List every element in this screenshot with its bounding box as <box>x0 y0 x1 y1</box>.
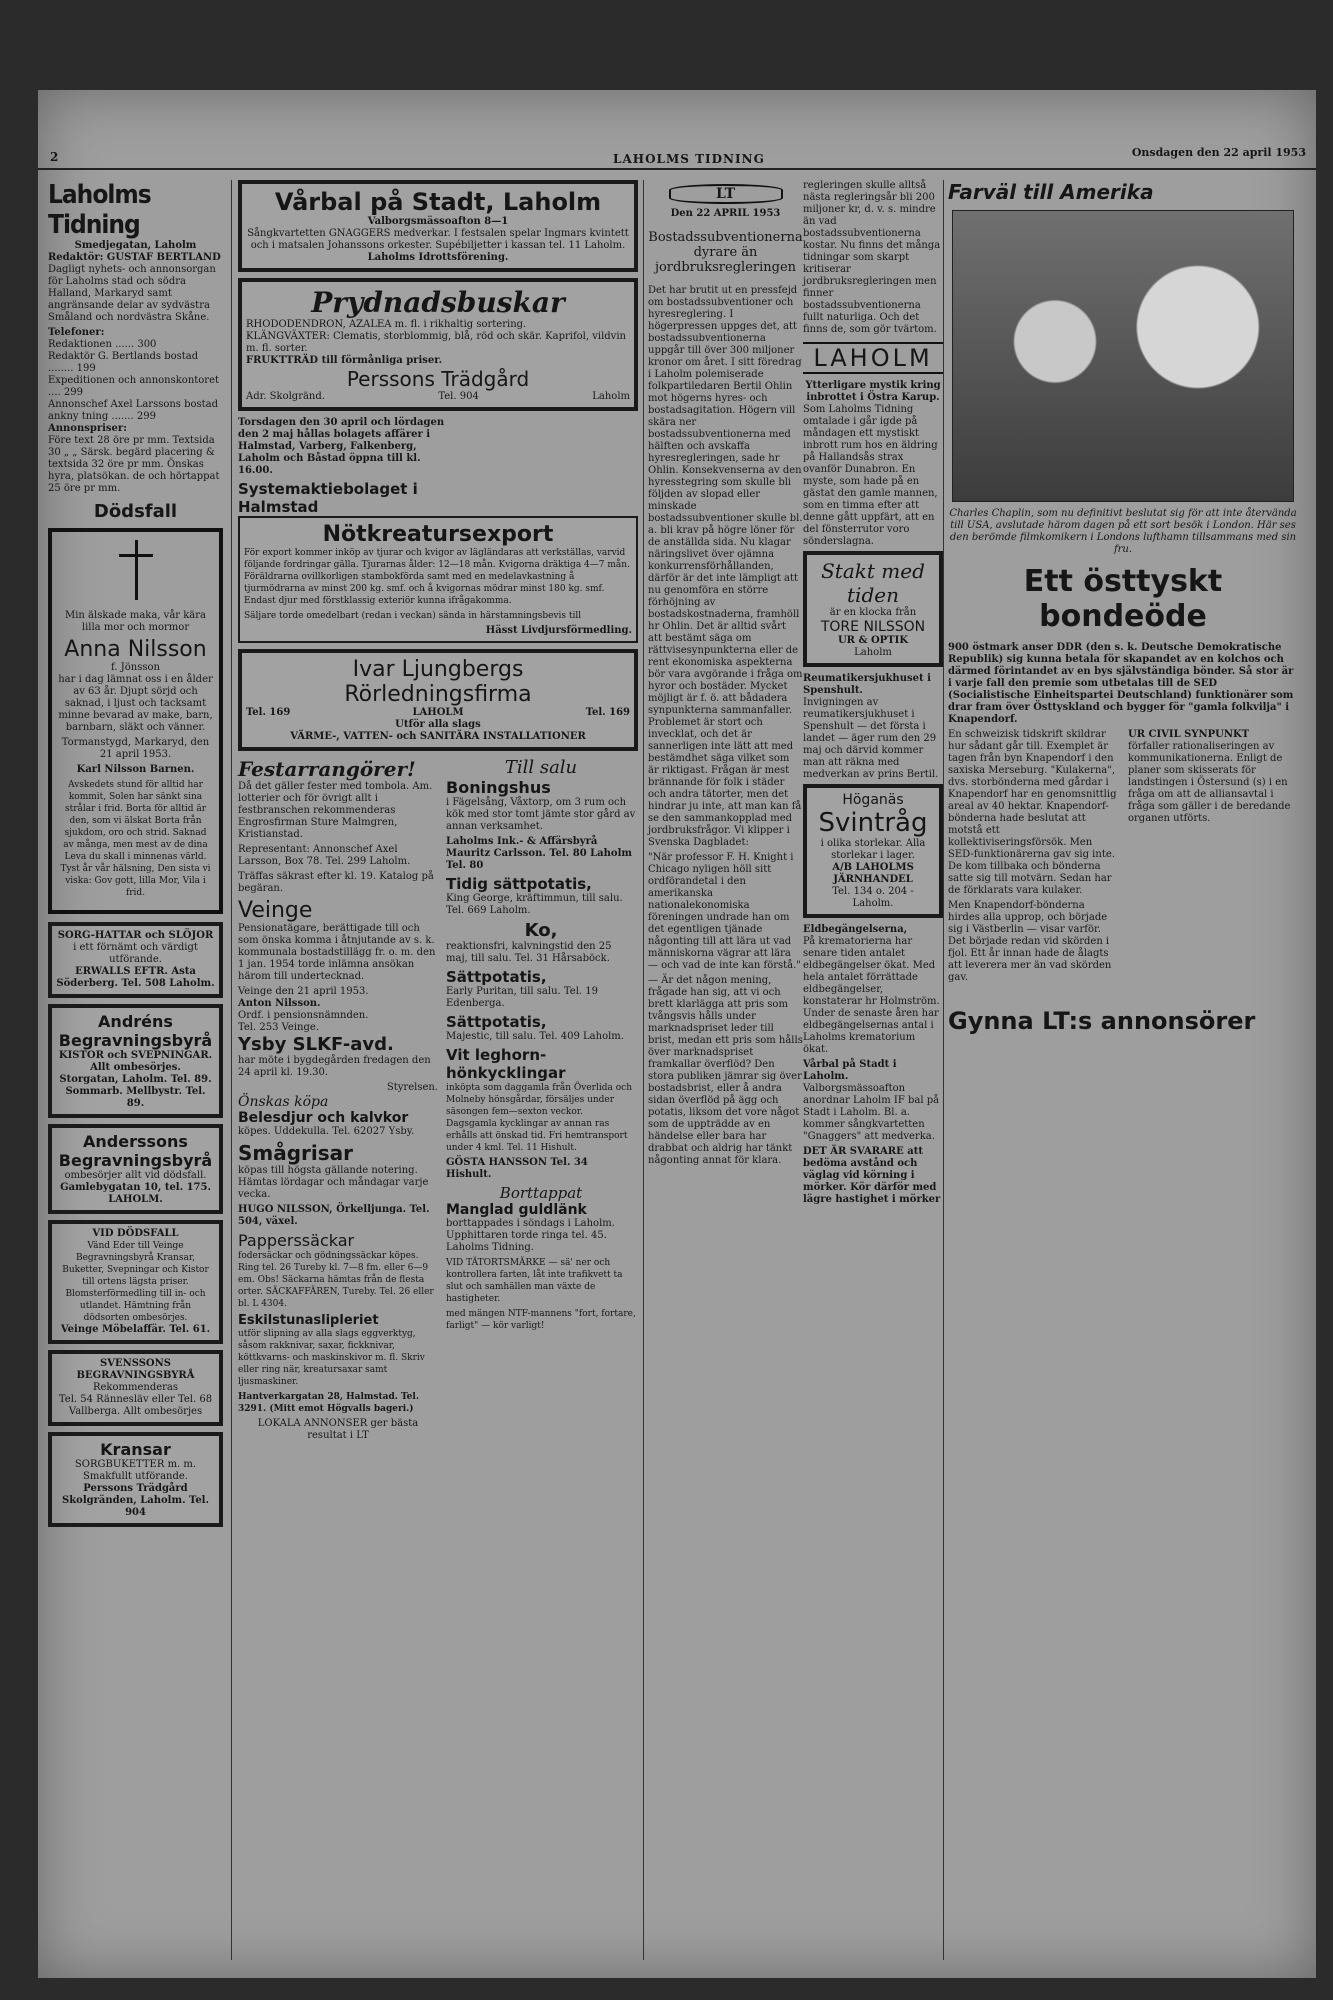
reuma-title: Reumatikersjukhuset i Spenshult. <box>803 673 931 696</box>
death-born: f. Jönsson <box>111 662 160 673</box>
borttappat-heading: Borttappat <box>499 1184 583 1202</box>
notkreatur-text: För export kommer inköp av tjurar och kvigor av lägländaras att verkställas, varvid följande fordringar gälla. Tjurarnas ålder: 12—18 mån. Kvigorna dräktiga 4—7 mån. Föräldrarna ovillkorligen stambokförda samt med en medelavkastning å tjurmödrarna av minst 200 kg. smf. och å kvigornas mödrar minst 180 kg. smf. Endast djur med förstklassig exteriör kunna ifrågakomma. <box>244 548 630 606</box>
ljungbergs-tel: Tel. 169 <box>246 707 291 718</box>
onskas-title: Önskas köpa <box>238 1094 329 1110</box>
veinge-title: Veinge <box>238 898 313 923</box>
death-notice <box>48 528 223 914</box>
page-number: 2 <box>50 150 59 164</box>
prices-title: Annonspriser: <box>48 423 127 434</box>
death-mourners: Karl Nilsson Barnen. <box>76 764 195 775</box>
masthead-address: Smedjegatan, Laholm <box>74 240 197 251</box>
ostyskt-col-a <box>948 729 1118 987</box>
notkreatur-text2: Säljare torde omedelbart (redan i veckan) sända in härstamningsbevis till <box>244 611 582 621</box>
eldb-text: På krematorierna har senare tiden antalet eldbegängelser ökat. Med hela antalet förrättade eldbegängelser, konstaterar hr Holmström. Under de senaste åren har eldbegängelsernas antal i Laholms krematorium ökat. <box>803 936 940 1055</box>
onskas-title2: Belesdjur och kalvkor <box>238 1110 409 1126</box>
guld-text: borttappades i söndags i Laholm. Upphittaren torde ringa tel. 45. Laholms Tidning. <box>446 1218 615 1253</box>
masthead-editor: Redaktör: GUSTAF BERTLAND <box>48 252 221 263</box>
reuma-text: Invigningen av reumatikersjukhuset i Spenshult — det första i landet — äger rum den 29 maj och därvid kommer man att räkna med medverkan av prins Bertil. <box>803 697 939 780</box>
ljungbergs-town: LAHOLM <box>412 707 464 718</box>
ad-title: SORG-HATTAR och SLÖJOR <box>57 930 214 941</box>
stakt-title: Stakt med tiden <box>821 559 925 607</box>
tidig-text: King George, kräftimmun, till salu. Tel. 669 Laholm. <box>446 893 623 916</box>
column-masthead <box>48 180 223 1533</box>
laholm-heading: LAHOLM <box>803 342 943 374</box>
ad-kransar <box>48 1432 223 1527</box>
ad-title: SVENSSONS BEGRAVNINGSBYRÅ <box>76 1358 195 1381</box>
pappers-text: fodersäckar och gödningssäckar köpes. Ring tel. 26 Tureby kl. 7—8 fm. eller 6—9 em. Obs! Säckarna hämtas från de flesta orter. SÄCKAFFÄREN, Tureby. Tel. 26 eller bl. L 4304. <box>238 1251 434 1309</box>
ad-prydnadsbuskar <box>238 278 638 411</box>
local-intro: regleringen skulle alltså nästa regleringsår bli 200 miljoner kr, d. v. s. mindre än vad bostadssubventionerna kostar. Nu finns det många tidningar som skarpt kritiserar jordbruksregleringen men finner bostadssubventionerna fullt naturliga. Och det finns de, som gör tvärtom. <box>803 180 941 335</box>
ad-ljungbergs <box>238 649 638 751</box>
ljungbergs-work2: VÄRME-, VATTEN- och SANITÄRA INSTALLATIONER <box>290 731 586 742</box>
veinge-tel: Tel. 253 Veinge. <box>238 1022 319 1033</box>
ad-title: Andréns Begravningsbyrå <box>58 1012 213 1050</box>
ysby-signer: Styrelsen. <box>386 1082 438 1093</box>
photo-caption: Charles Chaplin, som nu definitivt beslutat sig för att inte återvända till USA, avslutade härom dagen på ett sort besök i London. Här ses den berömde filmkomikern i Londons lufthamn tillsammans med sin fru. <box>949 508 1297 555</box>
ysby-text: har möte i bygdegården fredagen den 24 april kl. 19.30. <box>238 1055 431 1078</box>
pappers-title: Papperssäckar <box>238 1231 355 1250</box>
ad-footer: ERWALLS EFTR. Asta Söderberg. Tel. 508 Laholm. <box>56 966 215 989</box>
bank-row <box>238 417 638 516</box>
ljungbergs-subtitle: Rörledningsfirma <box>344 682 532 707</box>
gynna-slogan: Gynna LT:s annonsörer <box>948 1007 1256 1035</box>
ad-vid-dodsfall <box>48 1220 223 1344</box>
ad-body: Vänd Eder till Veinge Begravningsbyrå Kransar, Buketter, Svepningar och Kistor till ortens lägsta priser. Blomsterförmedling till in- och utlandet. Hämtning från dödsorten ombesörjes. <box>62 1241 209 1323</box>
issue-date: Onsdagen den 22 april 1953 <box>1131 146 1306 159</box>
phone-line: Redaktör G. Bertlands bostad ........ 199 <box>48 351 199 374</box>
ad-tore-nilsson <box>803 551 943 667</box>
till-salu-heading: Till salu <box>504 757 578 778</box>
ad-anderssons <box>48 1124 223 1214</box>
ad-svenssons <box>48 1350 223 1426</box>
stakt-role: UR & OPTIK <box>837 635 909 646</box>
satt1-text: Early Puritan, till salu. Tel. 19 Edenberga. <box>446 986 598 1009</box>
ad-footer: Veinge Möbelaffär. Tel. 61. <box>60 1324 211 1335</box>
ljungbergs-tel2: Tel. 169 <box>585 707 630 718</box>
svintrag-seller: A/B LAHOLMS JÄRNHANDEL <box>832 862 914 885</box>
page-header <box>38 144 1316 170</box>
festarr-text: Då det gäller fester med tombola. Am. lotterier och för övrigt allt i festbranschen rekommenderas Engrosfirman Sture Malmgren, Kristianstad. <box>238 781 433 840</box>
prices-text: Före text 28 öre pr mm. Textsida 30 „ „ Särsk. begärd placering & textsida 32 öre pr mm. Önskas hyra, platsökan. de och hörtappat 25 öre pr mm. <box>48 435 220 494</box>
onskas-text: köpes. Uddekulla. Tel. 62027 Ysby. <box>238 1126 415 1137</box>
stakt-sub: är en klocka från <box>829 607 917 618</box>
prydnad-shop: Perssons Trädgård <box>346 367 530 391</box>
death-verse: Avskedets stund för alltid har kommit, Solen har sänkt sina strålar i frid. Borta för alltid är den, som vi älskat Borta från sjukdom, oro och strid. Saknad av många, men mest av de dina Leva du skall i minnenas värld. Tyst år vår hälsning, Den sista vi viska: Gov gott, lilla Mor, Vila i frid. <box>60 780 211 898</box>
phone-line: Expeditionen och annonskontoret .... 299 <box>48 375 220 398</box>
phones-title: Telefoner: <box>48 327 105 338</box>
chaplin-photo <box>952 210 1294 502</box>
lt-logo: LT <box>669 184 783 204</box>
notkreatur-title: Nötkreatursexport <box>322 522 554 547</box>
prydnad-address: Adr. Skolgränd. <box>246 391 325 402</box>
civil-title: UR CIVIL SYNPUNKT <box>1128 729 1250 740</box>
veinge-role: Ordf. i pensionsnämnden. <box>238 1010 369 1021</box>
death-intro: Min älskade maka, vår kära lilla mor och mormor <box>64 610 207 633</box>
column-rule <box>231 180 232 1960</box>
ljungbergs-title: Ivar Ljungbergs <box>352 657 524 682</box>
festarr-title: Festarrangörer! <box>238 757 416 781</box>
phone-line: Annonschef Axel Larssons bostad ankny tning ....... 299 <box>48 399 219 422</box>
bank-notice <box>238 417 458 516</box>
cross-icon <box>129 540 143 600</box>
ad-title: Anderssons Begravningsbyrå <box>58 1132 213 1170</box>
paper-name: LAHOLMS TIDNING <box>613 152 765 166</box>
ad-body: i ett förnämt och värdigt utförande. <box>73 942 198 965</box>
ad-footer: Perssons Trädgård Skolgränden, Laholm. Tel. 904 <box>62 1483 209 1518</box>
death-place: Tormanstygd, Markaryd, den 21 april 1953. <box>61 737 210 760</box>
ostyskt-columns <box>948 729 1298 987</box>
veinge-date: Veinge den 21 april 1953. <box>238 986 369 997</box>
ad-body: KISTOR och SVEPNINGAR. Allt ombesörjes. <box>58 1050 213 1073</box>
ljungbergs-work: Utför alla slags <box>395 719 481 730</box>
eskilstuna-title: Eskilstunaslipleriet <box>238 1313 379 1328</box>
death-name: Anna Nilsson <box>64 637 207 662</box>
svarare-text: DET ÄR SVARARE att bedöma avstånd och väglag vid körning i mörker. Kör därför med lägre hastighet i mörker <box>803 1146 941 1205</box>
smagrisar-title: Smågrisar <box>238 1141 354 1165</box>
notkreatur-signer: Hässt Livdjursförmedling. <box>485 625 632 636</box>
col2-grid <box>238 757 638 1442</box>
col2-right <box>446 757 636 1442</box>
newspaper-page <box>38 90 1316 1978</box>
ad-title: Kransar <box>100 1440 171 1459</box>
col2-left <box>238 757 438 1442</box>
column-rule <box>643 180 644 1960</box>
local-ads-notice: LOKALA ANNONSER ger bästa resultat i LT <box>257 1418 419 1441</box>
satt1-title: Sättpotatis, <box>446 968 547 986</box>
laholm-subheading: Ytterligare mystik kring inbrottet i Östra Karup. <box>805 380 941 403</box>
eskilstuna-address: Hantverkargatan 28, Halmstad. Tel. 3291. (Mitt emot Högvalls bageri.) <box>238 1392 419 1414</box>
editorial-body: Det har brutit ut en pressfejd om bostadssubventioner och hyresreglering. I högerpressen uppges det, att bostadssubventionerna uppgår till över 300 miljoner kronor om året. I sitt föredrag i Laholm polemiserade folkpartiledaren Bertil Ohlin mot högerns hyres- och bostadsagitation. Högern vill skära ner bostadssubventionerna med hälften och avskaffa hyresregleringen, sade hr Ohlin. Konsekvenserna av den hyresstegring som skulle bli följden av slopad eller minskade bostadssubventioner skulle bl. a. bli krav på högre löner för de anställda sida. Nu klagar näringslivet över ojämna konkurrensförhållanden, därför är det inte lämpligt att nu genomföra en större förhöjning av bostadskostnaderna, framhöll hr Ohlin. Det är alltid svårt att bestämt säga om rättvisesynpunkterna eller de rent ekonomiska aspekterna bör vara avgörande i fråga om hyror och bostäder. Mycket möjligt är f. ö. att bådadera synpunkterna sammanfaller. Problemet är stort och invecklat, och det är sannerligen inte lätt att med bestämdhet säga vilket som är riktigast. Frågan är mest brännande för folk i städer och andra tätorter, men det hindrar ju inte, att man kan få se den sammankopplad med jordbruksfrågor. Vi klipper i Svenska Dagbladet: <box>648 285 803 848</box>
ostyskt-headline: Ett östtyskt bondeöde <box>1023 564 1223 634</box>
editorial-date: Den 22 APRIL 1953 <box>670 208 781 219</box>
ad-footer: Gamlebygatan 10, tel. 175. LAHOLM. <box>60 1182 211 1205</box>
editorial-title: Bostadssubventionerna dyrare än jordbruksregleringen <box>648 230 803 275</box>
veinge-text: Pensionatägare, berättigade till och som önska komma i åtnjutande av s. k. kommunala bostadstillägg fr. o. m. den 1 jan. 1954 torde inlämna ansökan härom till undertecknad. <box>238 923 436 982</box>
guld-title: Manglad guldlänk <box>446 1202 587 1218</box>
veinge-name: Anton Nilsson. <box>238 998 321 1009</box>
varbal-title: Vårbal på Stadt, Laholm <box>274 188 602 216</box>
stakt-name: TORE NILSSON <box>820 619 926 635</box>
prydnad-contact <box>246 391 630 403</box>
prydnad-line: FRUKTTRÄD till förmånliga priser. <box>246 355 443 366</box>
ad-footer: Storgatan, Laholm. Tel. 89. Sommarb. Mellbystr. Tel. 89. <box>59 1074 212 1109</box>
ad-sorghattar <box>48 922 223 998</box>
boningshus-seller: Laholms Ink.- & Affärsbyrå Mauritz Carlsson. Tel. 80 Laholm Tel. 80 <box>446 836 632 871</box>
bank-name: Systemaktiebolaget i Halmstad <box>238 480 418 516</box>
phone-line: Redaktionen ...... 300 <box>48 339 157 350</box>
editorial-quote: "När professor F. H. Knight i Chicago nyligen höll sitt ordförandetal i den amerikanska nationalekonomiska föreningen undrade han om det egentligen tjänade någonting till att lära ut vad människorna vägrar att lära — och vad de inte kan förstå." <box>648 852 801 971</box>
boningshus-title: Boningshus <box>446 778 551 797</box>
hoganas-title: Höganäs <box>842 792 904 808</box>
bank-text: Torsdagen den 30 april och lördagen den 2 maj hållas bolagets affärer i Halmstad, Varberg, Falkenberg, Laholm och Båstad öppna till kl. 16.00. <box>238 417 445 476</box>
ntf-text: med mängen NTF-mannens "fort, fortare, farligt" — kör varligt! <box>446 1309 636 1331</box>
ostyskt-col-b <box>1128 729 1298 987</box>
eldb-title: Eldbegängelserna, <box>803 924 908 935</box>
ad-body: ombesörjer allt vid dödsfall. <box>64 1170 207 1181</box>
varbal-sponsor: Laholms Idrottsförening. <box>367 252 509 263</box>
eskilstuna-text: utför slipning av alla slags eggverktyg, såsom rakknivar, saxar, fickknivar, köttkvarns- och maskinskivor m. fl. Skriv eller ring när, kreatursaxar samt ljusmaskiner. <box>238 1329 425 1387</box>
ko-text: reaktionsfri, kalvningstid den 25 maj, till salu. Tel. 31 Hårsaböck. <box>446 941 612 964</box>
festarr-rep: Representant: Annonschef Axel Larsson, Box 78. Tel. 299 Laholm. <box>238 844 411 867</box>
laholm-body: Som Laholms Tidning omtalade i går igde på måndagen ett mystiskt inbrott rum hos en äldring på Hallandsås strax ovanför Dunabron. En myste, som hade på en gästat den gamle mannen, som en timma efter att denne gått uppfärt, att en del fönsterrutor voro sönderslagna. <box>803 404 938 547</box>
ostyskt-lead: 900 östmark anser DDR (den s. k. Deutsche Demokratische Republik) sig kunna betala för skapandet av en kolchos och därmed förintandet av en bys självständiga bönder. Så stor är i varje fall den premie som utbetalas till de SED (Socialistische Einheitspartei Deutschland) funktionärer som drar fram över Östtyskland och bygger för "gamla folkvilja" i Knapendorf. <box>948 642 1294 725</box>
ad-andrens <box>48 1004 223 1118</box>
svintrag-title: Svintråg <box>818 808 928 838</box>
tidig-title: Tidig sättpotatis, <box>446 875 592 893</box>
satt2-text: Majestic, till salu. Tel. 409 Laholm. <box>446 1031 624 1042</box>
ad-body: Rekommenderas <box>92 1382 179 1393</box>
ostyskt-body: En schweizisk tidskrift skildrar hur sådant går till. Exemplet är tagen från byn Knapendorf i den saxiska Merseburg. "Kulakerna", dvs. storbönderna med gårdar i Knapendorf har en genomsnittlig areal av 40 hektar. Knapendorf-bönderna hade beslutat att motstå ett kollektiviseringsförsök. Men SED-funktionärerna gav sig inte. De kom tillbaka och bönderna satte sig till motvärn. Sedan har de förklarats vara kulaker. <box>948 729 1117 896</box>
leghorn-seller: GÖSTA HANSSON Tel. 34 Hishult. <box>446 1157 588 1180</box>
ko-title: Ko, <box>524 920 558 941</box>
varbal-news-title: Vårbal på Stadt i Laholm. <box>803 1059 897 1082</box>
column-news <box>948 180 1298 1035</box>
varbal-subtitle: Valborgsmässoafton 8—1 <box>367 216 509 227</box>
satt2-title: Sättpotatis, <box>446 1013 547 1031</box>
column-ads <box>238 180 638 1442</box>
ad-notkreatur <box>238 516 638 643</box>
ostyskt-body2: Men Knapendorf-bönderna hirdes alla upprop, och började sig i Västberlin — visar varför. Det började redan vid skörden i fjol. Ett år innan hade de ålagts att leverera mer än vad skörden gav. <box>948 900 1112 983</box>
smagrisar-text: köpas till högsta gällande notering. Hämtas lördagar och måndagar varje vecka. <box>238 1165 429 1200</box>
prydnad-town: Laholm <box>592 391 630 402</box>
masthead-title: Laholms Tidning <box>48 180 151 240</box>
ad-title: VID DÖDSFALL <box>92 1228 179 1239</box>
column-editorial <box>648 180 803 1170</box>
prydnad-line: RHODODENDRON, AZALEA m. fl. i rikhaltig sortering. <box>246 319 527 330</box>
prydnad-line: KLÄNGVÄXTER: Clematis, storblommig, blå, röd och skär. Kaprifol, vildvin m. fl. sorter. <box>246 331 626 354</box>
column-local <box>803 180 943 1209</box>
tatort-text: VID TÄTORTSMÄRKE — sä' ner och kontrollera farten, låt inte trafikvett ta slut och samhällen man växte de hastigheter. <box>446 1258 623 1304</box>
leghorn-title: Vit leghorn-hönkycklingar <box>446 1046 566 1082</box>
festarr-prices: Träffas säkrast efter kl. 19. Katalog på begäran. <box>238 871 434 894</box>
ad-footer: Tel. 54 Rännesläv eller Tel. 68 Vallberga. Allt ombesörjes <box>58 1394 213 1417</box>
deaths-heading: Dödsfall <box>93 501 178 522</box>
ysby-title: Ysby SLKF-avd. <box>238 1034 394 1055</box>
ad-hoganas <box>803 784 943 918</box>
ad-body: SORGBUKETTER m. m. Smakfullt utförande. <box>74 1459 197 1482</box>
svintrag-sub: i olika storlekar. Alla storlekar i lager. <box>820 838 926 861</box>
stakt-town: Laholm <box>854 647 892 658</box>
editorial-rest: — Är det någon mening, frågade han sig, att vi och brett klarlägga att pris som tvångsvis hålls under marknadspriset leder till brist, medan ett pris som hålls över marknadspriset framkallar överflöd? Den stora publiken jämrar sig över bostadsbrist, eller å andra sidan överflöd på ägg och potatis, liksom det vore något som de uppträdde av en händelse eller bara har drabbat och aldrig har tänkt någonting annat för klara. <box>648 975 803 1166</box>
ljungbergs-contact <box>246 707 630 719</box>
farval-heading: Farväl till Amerika <box>948 180 1154 204</box>
smagrisar-seller: HUGO NILSSON, Örkelljunga. Tel. 504, växel. <box>238 1204 430 1227</box>
civil-text: förfaller rationaliseringen av kommunikationerna. Enligt de planer som skisserats för landstingen i Östersund (s) i en fråga om att de alliansavtal i fråga som gäller i de beredande organen utförts. <box>1128 741 1291 824</box>
leghorn-text: inköpta som daggamla från Överlida och Molneby hönsgårdar, försäljes under säsongen fem—sexton veckor. Dagsgamla kycklingar av annan ras erhålls att önskad tid. Fri hemtransport under 4 kml. Tel. 11 Hishult. <box>446 1083 632 1153</box>
boningshus-text: i Fägelsång, Våxtorp, om 3 rum och kök med stor tomt jämte stor gård av annan verksamhet. <box>446 797 636 832</box>
varbal-text: Sångkvartetten GNAGGERS medverkar. I festsalen spelar Ingmars kvintett och i matsalen Johanssons orkester. Supébiljetter i kassan tel. 11 Laholm. <box>247 228 629 251</box>
svintrag-tel: Tel. 134 o. 204 - Laholm. <box>832 886 914 909</box>
death-text: har i dag lämnat oss i en ålder av 63 år. Djupt sörjd och saknad, i ljust och tacksamt minne bevarad av make, barn, barnbarn, släkt och vänner. <box>58 674 213 733</box>
ad-varbal <box>238 180 638 272</box>
prydnad-tel: Tel. 904 <box>438 391 479 402</box>
varbal-news-text: Valborgsmässoafton anordnar Laholm IF bal på Stadt i Laholm. Bl. a. kommer sångkvartetten "Gnaggers" att medverka. <box>803 1083 940 1142</box>
prydnad-title: Prydnadsbuskar <box>311 286 565 319</box>
column-rule <box>943 180 944 1960</box>
masthead-blurb: Dagligt nyhets- och annonsorgan för Laholms stad och södra Halland, Markaryd samt angränsande delar av sydvästra Småland och nordvästra Skåne. <box>48 264 216 323</box>
